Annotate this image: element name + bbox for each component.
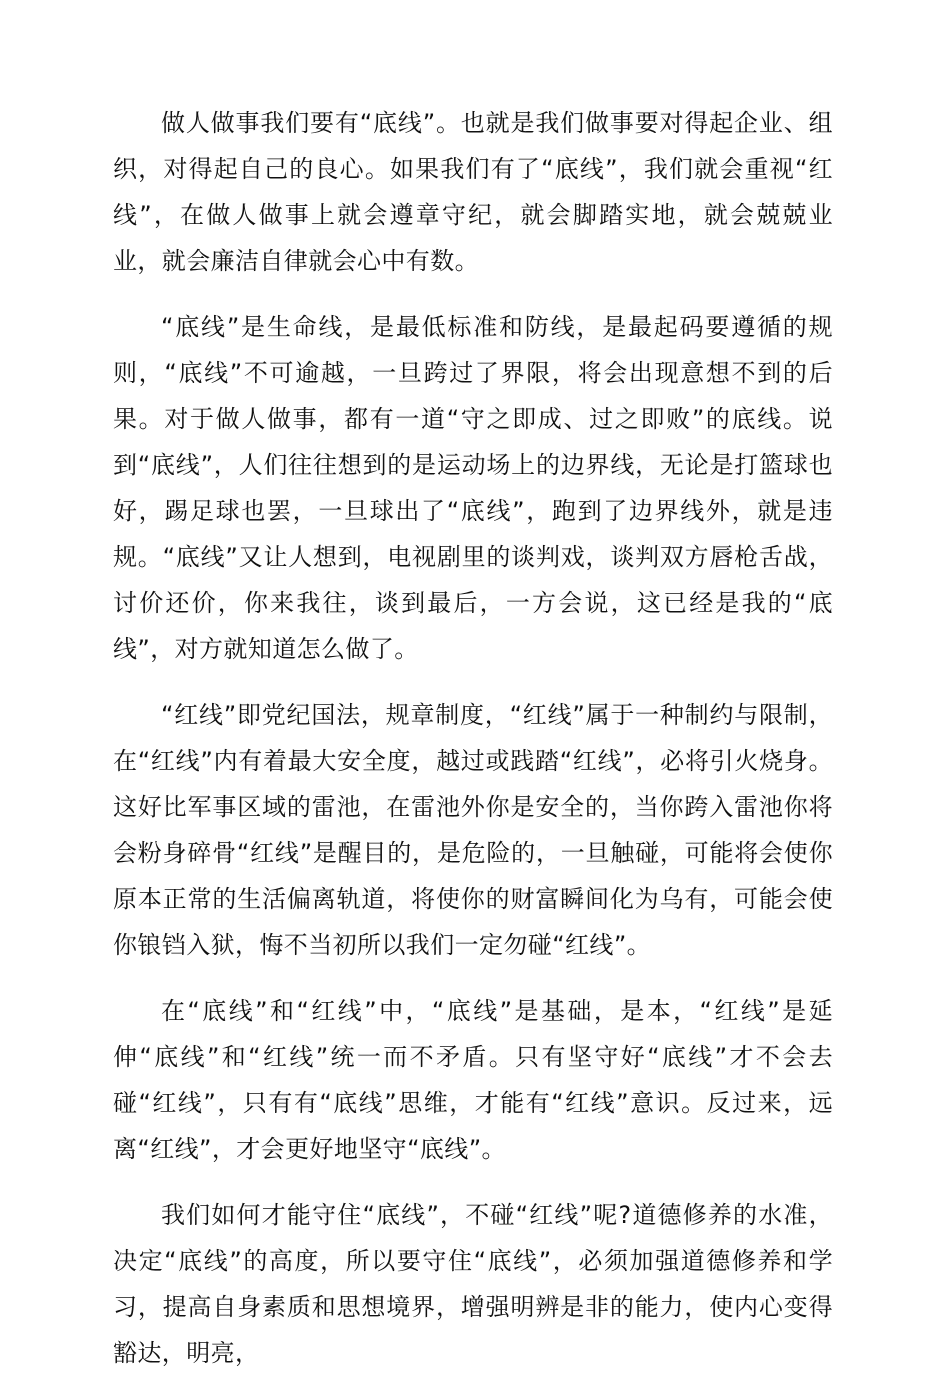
paragraph-2: “底线”是生命线，是最低标准和防线，是最起码要遵循的规则，“底线”不可逾越，一旦跨过了界限，将会出现意想不到的后果。对于做人做事，都有一道“守之即成、过之即败”的底线。说到“底线”，人们往往想到的是运动场上的边界线，无论是打篮球也好，踢足球也罢，一旦球出了“底线”，跑到了边界线外，就是违规。“底线”又让人想到，电视剧里的谈判戏，谈判双方唇枪舌战，讨价还价，你来我往，谈到最后，一方会说，这已经是我的“底线”，对方就知道怎么做了。 — [113, 313, 833, 663]
paragraph-4: 在“底线”和“红线”中，“底线”是基础，是本，“红线”是延伸“底线”和“红线”统一而不矛盾。只有坚守好“底线”才不会去碰“红线”，只有有“底线”思维，才能有“红线”意识。反过来，远离“红线”，才会更好地坚守“底线”。 — [113, 997, 833, 1163]
paragraph-3: “红线”即党纪国法，规章制度，“红线”属于一种制约与限制，在“红线”内有着最大安全度，越过或践踏“红线”，必将引火烧身。这好比军事区域的雷池，在雷池外你是安全的，当你跨入雷池你将会粉身碎骨“红线”是醒目的，是危险的，一旦触碰，可能将会使你原本正常的生活偏离轨道，将使你的财富瞬间化为乌有，可能会使你锒铛入狱，悔不当初所以我们一定勿碰“红线”。 — [113, 701, 833, 959]
document-body — [113, 100, 833, 1396]
paragraph-1: 做人做事我们要有“底线”。也就是我们做事要对得起企业、组织，对得起自己的良心。如果我们有了“底线”，我们就会重视“红线”，在做人做事上就会遵章守纪，就会脚踏实地，就会兢兢业业，就会廉洁自律就会心中有数。 — [113, 109, 833, 275]
paragraph-5: 我们如何才能守住“底线”，不碰“红线”呢?道德修养的水准，决定“底线”的高度，所以要守住“底线”，必须加强道德修养和学习，提高自身素质和思想境界，增强明辨是非的能力，使内心变得豁达，明亮， — [113, 1201, 833, 1367]
